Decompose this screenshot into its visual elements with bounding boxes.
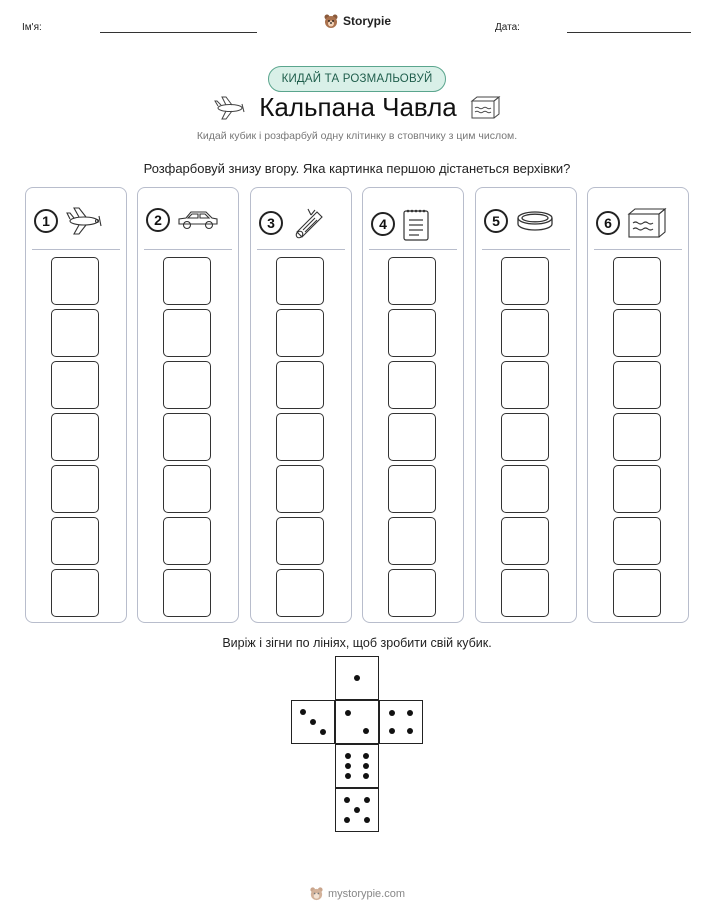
dice-face-1 [335,656,379,700]
bear-mascot-icon [309,886,324,901]
footer [0,886,714,901]
color-cell[interactable] [388,569,436,617]
column-4 [362,187,464,623]
dice-pip [364,797,370,803]
column-divider [257,249,345,250]
dice-pip [389,710,395,716]
dice-pip [363,728,369,734]
water-tank-icon [626,206,668,240]
column-header [34,206,104,236]
color-cell[interactable] [613,361,661,409]
dice-pip [345,710,351,716]
column-3 [250,187,352,623]
dice-face-3 [291,700,335,744]
color-cell[interactable] [613,517,661,565]
color-cell[interactable] [501,517,549,565]
color-cell[interactable] [163,257,211,305]
color-cell[interactable] [51,309,99,357]
color-cell[interactable] [613,257,661,305]
column-number: 6 [596,211,620,235]
color-cell[interactable] [51,517,99,565]
dice-pip [345,773,351,779]
bear-mascot-icon [323,13,339,29]
ring-icon [514,206,556,236]
column-number: 3 [259,211,283,235]
name-label: Ім'я: [22,22,42,33]
color-cell[interactable] [501,569,549,617]
cut-instruction: Виріж і зігни по лініях, щоб зробити свій кубик. [222,636,492,650]
color-cell[interactable] [388,257,436,305]
color-cell[interactable] [388,361,436,409]
name-line[interactable] [100,32,257,33]
activity-badge: КИДАЙ ТА РОЗМАЛЬОВУЙ [268,66,446,92]
color-cell[interactable] [276,257,324,305]
color-cell[interactable] [388,517,436,565]
column-1 [25,187,127,623]
dice-pip [344,797,350,803]
date-label: Дата: [495,22,520,33]
dice-pip [344,817,350,823]
column-divider [369,249,457,250]
column-number: 1 [34,209,58,233]
color-cell[interactable] [501,309,549,357]
color-cell[interactable] [501,413,549,461]
dice-face-6 [335,744,379,788]
dice-pip [363,753,369,759]
car-icon [176,206,220,234]
dice-face-5 [335,788,379,832]
page-title: Кальпана Чавла [259,92,457,122]
color-cell[interactable] [51,569,99,617]
instruction-text: Розфарбовуй знизу вгору. Яка картинка першою дістанеться верхівки? [143,161,571,176]
column-number: 5 [484,209,508,233]
column-header [596,206,668,240]
dice-pip [345,753,351,759]
color-cell[interactable] [163,309,211,357]
column-header [146,206,220,234]
color-cell[interactable] [276,517,324,565]
dice-face-2 [335,700,379,744]
color-cell[interactable] [163,413,211,461]
dice-pip [310,719,316,725]
dice-pip [407,728,413,734]
airplane-icon [213,95,247,121]
dice-pip [300,709,306,715]
column-header [371,206,431,242]
column-header [259,206,327,240]
subtitle: Кидай кубик і розфарбуй одну клітинку в стовпчику з цим числом. [196,130,518,142]
column-6 [587,187,689,623]
dice-pip [407,710,413,716]
title-row [0,92,714,123]
color-cell[interactable] [501,257,549,305]
color-cell[interactable] [501,361,549,409]
color-cell[interactable] [388,309,436,357]
color-cell[interactable] [51,257,99,305]
color-cell[interactable] [276,309,324,357]
column-number: 4 [371,212,395,236]
color-cell[interactable] [613,465,661,513]
color-cell[interactable] [276,465,324,513]
dice-pip [354,807,360,813]
dice-pip [389,728,395,734]
color-cell[interactable] [163,569,211,617]
color-cell[interactable] [51,361,99,409]
dice-pip [364,817,370,823]
color-cell[interactable] [388,413,436,461]
color-cell[interactable] [613,413,661,461]
date-line[interactable] [567,32,691,33]
footer-url[interactable]: mystorypie.com [327,887,406,900]
color-cell[interactable] [51,465,99,513]
dice-pip [363,773,369,779]
dice-pip [363,763,369,769]
color-cell[interactable] [276,413,324,461]
diploma-scroll-icon [289,206,327,240]
column-divider [594,249,682,250]
dice-pip [320,729,326,735]
brand-name: Storypie [342,14,391,28]
notepad-icon [401,206,431,242]
color-cell[interactable] [501,465,549,513]
column-divider [32,249,120,250]
airplane-icon [64,206,104,236]
column-number: 2 [146,208,170,232]
color-cell[interactable] [276,361,324,409]
water-tank-icon [469,95,501,121]
dice-pip [345,763,351,769]
color-cell[interactable] [388,465,436,513]
color-cell[interactable] [51,413,99,461]
column-divider [482,249,570,250]
column-header [484,206,556,236]
color-cell[interactable] [613,569,661,617]
dice-face-4 [379,700,423,744]
brand-logo [0,13,714,29]
color-cell[interactable] [163,361,211,409]
color-cell[interactable] [276,569,324,617]
color-cell[interactable] [163,517,211,565]
column-5 [475,187,577,623]
color-cell[interactable] [613,309,661,357]
column-divider [144,249,232,250]
color-cell[interactable] [163,465,211,513]
dice-pip [354,675,360,681]
column-2 [137,187,239,623]
